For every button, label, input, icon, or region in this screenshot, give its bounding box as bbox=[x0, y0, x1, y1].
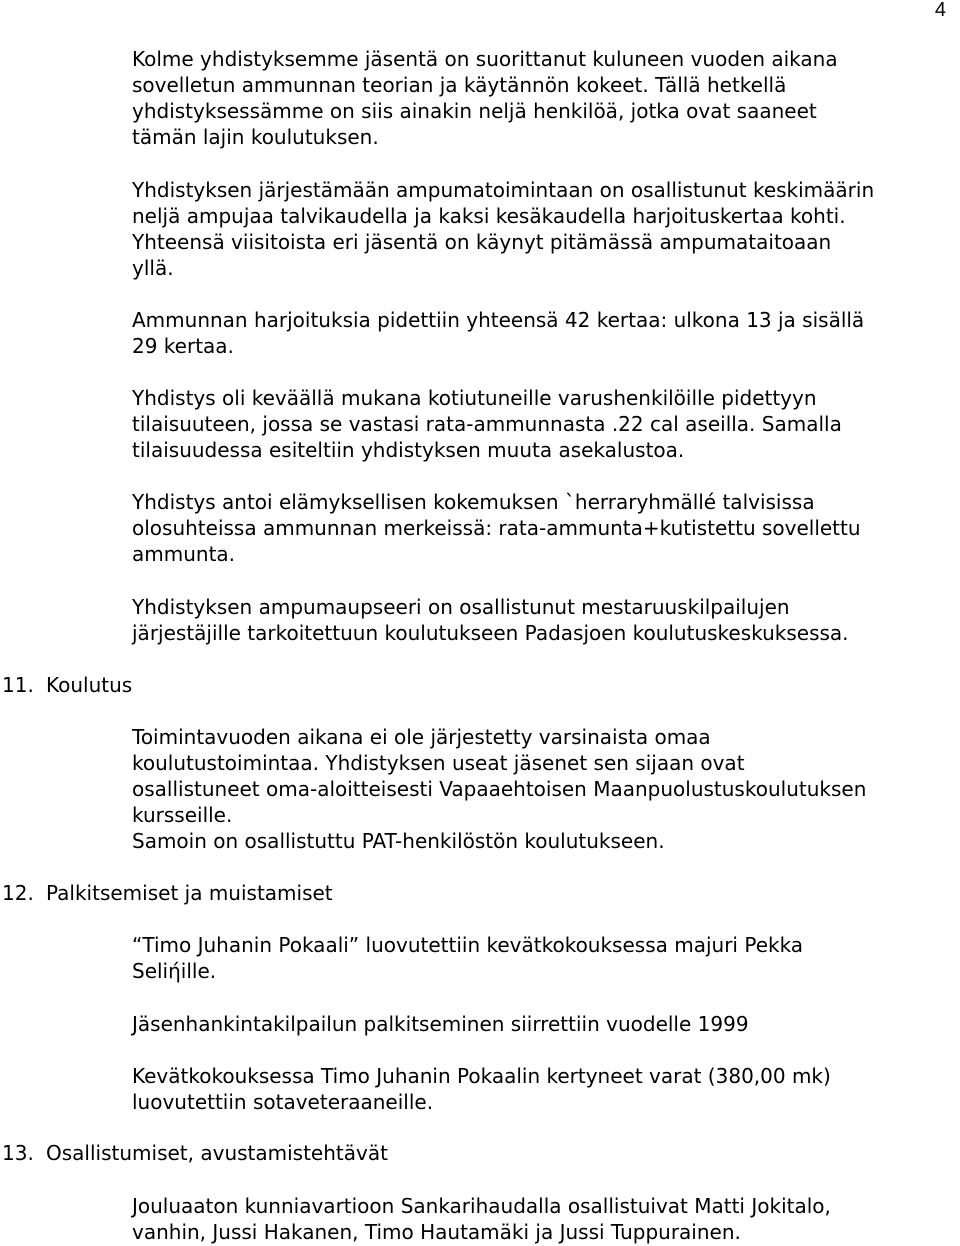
paragraph-training-activity bbox=[132, 724, 960, 854]
text-line: Jäsenhankintakilpailun palkitseminen siirrettiin vuodelle 1999 bbox=[132, 1012, 749, 1036]
text-line: koulutustoimintaa. Yhdistyksen useat jäsenet sen sijaan ovat bbox=[132, 751, 745, 775]
text-line: 29 kertaa. bbox=[132, 334, 234, 358]
text-line: yllä. bbox=[132, 256, 174, 280]
page-number: 4 bbox=[934, 0, 946, 21]
text-line: Yhdistys antoi elämyksellisen kokemuksen `herraryhmällé talvisissa bbox=[132, 490, 815, 514]
paragraph-practice-count bbox=[132, 307, 960, 359]
text-line: tilaisuuteen, jossa se vastasi rata-ammunnasta .22 cal aseilla. Samalla bbox=[132, 412, 842, 436]
section-heading-awards bbox=[2, 880, 333, 906]
paragraph-theory-exams bbox=[132, 46, 960, 150]
text-line: Toimintavuoden aikana ei ole järjestetty varsinaista omaa bbox=[132, 725, 711, 749]
text-line: Yhdistyksen ampumaupseeri on osallistunut mestaruuskilpailujen bbox=[132, 595, 790, 619]
paragraph-shooting-activity bbox=[132, 177, 960, 281]
section-heading-participation bbox=[2, 1140, 388, 1166]
text-line: tämän lajin koulutuksen. bbox=[132, 125, 379, 149]
paragraph-shooting-officer bbox=[132, 594, 960, 646]
section-title: Palkitsemiset ja muistamiset bbox=[46, 881, 333, 905]
text-line: Yhdistyksen järjestämään ampumatoimintaan on osallistunut keskimäärin bbox=[132, 178, 875, 202]
text-line: ammunta. bbox=[132, 542, 236, 566]
paragraph-trophy bbox=[132, 932, 960, 984]
text-line: luovutettiin sotaveteraaneille. bbox=[132, 1090, 434, 1114]
text-line: osallistuneet oma-aloitteisesti Vapaaehtoisen Maanpuolustuskoulutuksen bbox=[132, 777, 867, 801]
text-line: yhdistyksessämme on siis ainakin neljä henkilöä, jotka ovat saaneet bbox=[132, 99, 817, 123]
paragraph-honor-guard bbox=[132, 1193, 960, 1245]
section-number: 11. bbox=[2, 673, 34, 697]
text-line: Kevätkokouksessa Timo Juhanin Pokaalin kertyneet varat (380,00 mk) bbox=[132, 1064, 831, 1088]
paragraph-experience bbox=[132, 489, 960, 567]
section-title: Osallistumiset, avustamistehtävät bbox=[46, 1141, 388, 1165]
text-line: “Timo Juhanin Pokaali” luovutettiin kevätkokouksessa majuri Pekka bbox=[132, 933, 804, 957]
text-line: kursseille. bbox=[132, 803, 233, 827]
text-line: neljä ampujaa talvikaudella ja kaksi kesäkaudella harjoituskertaa kohti. bbox=[132, 204, 846, 228]
paragraph-recruitment bbox=[132, 1011, 960, 1037]
text-line: tilaisuudessa esiteltiin yhdistyksen muuta asekalustoa. bbox=[132, 438, 685, 462]
section-title: Koulutus bbox=[46, 673, 133, 697]
text-line: sovelletun ammunnan teorian ja käytännön kokeet. Tällä hetkellä bbox=[132, 73, 787, 97]
text-line: järjestäjille tarkoitettuun koulutukseen Padasjoen koulutuskeskuksessa. bbox=[132, 621, 849, 645]
text-line: Yhdistys oli keväällä mukana kotiutuneille varushenkilöille pidettyyn bbox=[132, 386, 817, 410]
section-number: 12. bbox=[2, 881, 34, 905]
paragraph-trophy-funds bbox=[132, 1063, 960, 1115]
paragraph-spring-event bbox=[132, 385, 960, 463]
text-line: Yhteensä viisitoista eri jäsentä on käynyt pitämässä ampumataitoaan bbox=[132, 230, 832, 254]
text-line: olosuhteissa ammunnan merkeissä: rata-ammunta+kutistettu sovellettu bbox=[132, 516, 861, 540]
text-line: vanhin, Jussi Hakanen, Timo Hautamäki ja Jussi Tuppurainen. bbox=[132, 1220, 741, 1244]
text-line: Kolme yhdistyksemme jäsentä on suorittanut kuluneen vuoden aikana bbox=[132, 47, 838, 71]
text-line: Samoin on osallistuttu PAT-henkilöstön koulutukseen. bbox=[132, 829, 665, 853]
section-heading-training bbox=[2, 672, 132, 698]
section-number: 13. bbox=[2, 1141, 34, 1165]
text-line: Jouluaaton kunniavartioon Sankarihaudalla osallistuivat Matti Jokitalo, bbox=[132, 1194, 831, 1218]
text-line: Ammunnan harjoituksia pidettiin yhteensä 42 kertaa: ulkona 13 ja sisällä bbox=[132, 308, 865, 332]
text-line: Seliήille. bbox=[132, 959, 217, 983]
